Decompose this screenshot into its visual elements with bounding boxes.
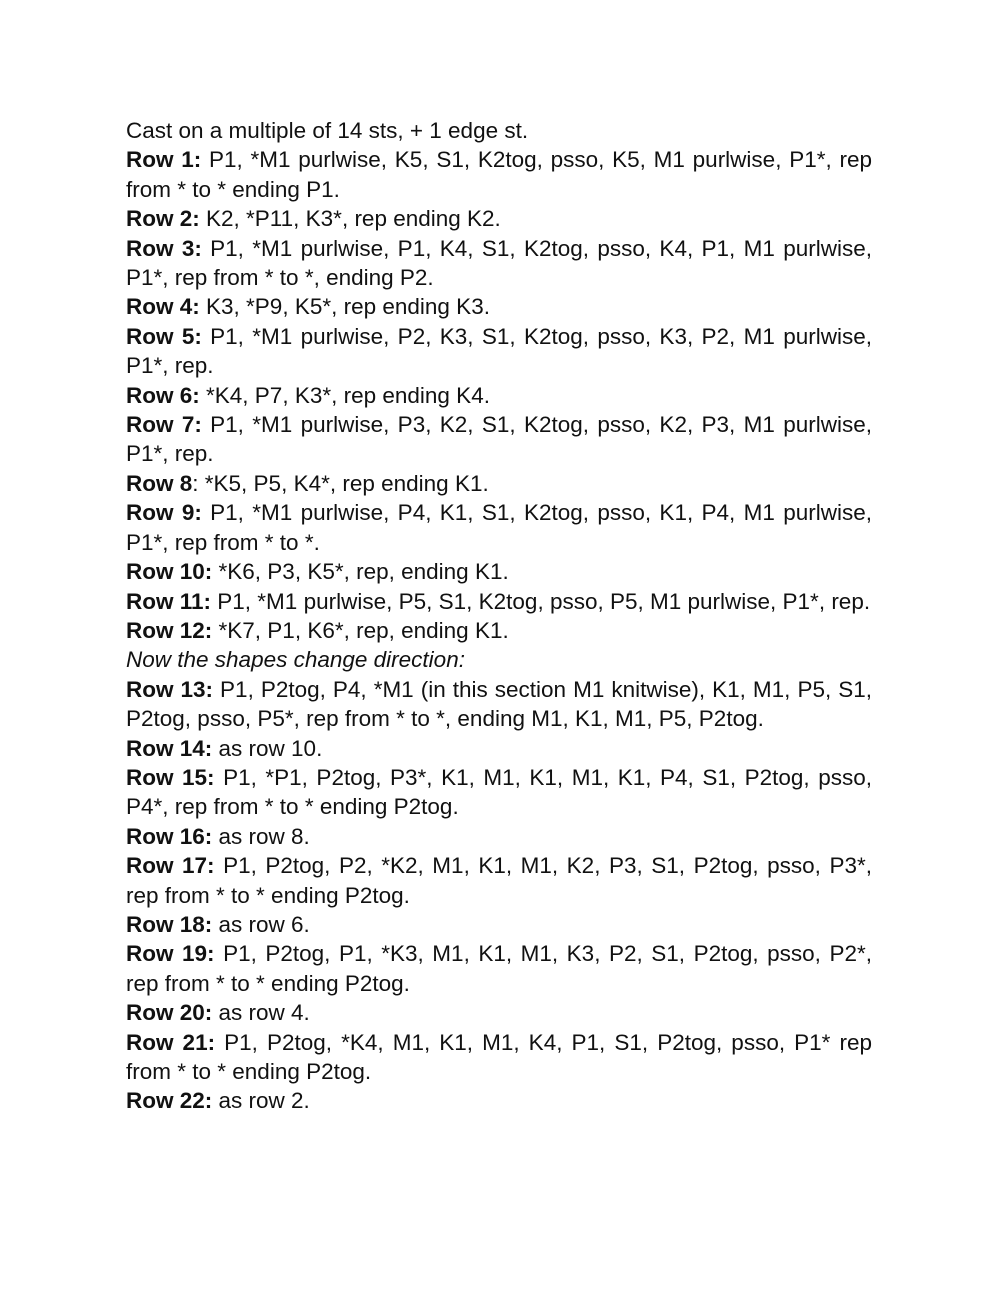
row-label: Row 21:	[126, 1029, 216, 1055]
row-label: Row 5:	[126, 323, 202, 349]
pattern-row	[126, 851, 872, 910]
row-label: Row 12:	[126, 617, 213, 643]
row-text: *K7, P1, K6*, rep, ending K1.	[212, 617, 509, 643]
pattern-row	[126, 410, 872, 469]
pattern-row	[126, 822, 872, 851]
row-label: Row 19:	[126, 941, 215, 967]
pattern-row	[126, 616, 872, 645]
pattern-row	[126, 1028, 872, 1087]
row-label: Row 15:	[126, 764, 215, 790]
row-text: P1, *P1, P2tog, P3*, K1, M1, K1, M1, K1, P4, S1, P2tog, psso, P4*, rep from * to * ending P2tog.	[126, 764, 872, 820]
row-text: P1, *M1 purlwise, P1, K4, S1, K2tog, psso, K4, P1, M1 purlwise, P1*, rep from * to *, ending P2.	[126, 235, 872, 291]
row-text: P1, P2tog, P1, *K3, M1, K1, M1, K3, P2, S1, P2tog, psso, P2*, rep from * to * ending P2tog.	[126, 941, 872, 996]
row-label: Row 2:	[126, 206, 200, 232]
row-label: Row 18:	[126, 911, 213, 937]
row-text: P1, *M1 purlwise, P2, K3, S1, K2tog, psso, K3, P2, M1 purlwise, P1*, rep.	[126, 323, 872, 379]
row-text: P1, P2tog, P2, *K2, M1, K1, M1, K2, P3, S1, P2tog, psso, P3*, rep from * to * ending P2tog.	[126, 853, 872, 908]
row-text: P1, *M1 purlwise, P5, S1, K2tog, psso, P5, M1 purlwise, P1*, rep.	[211, 588, 871, 614]
row-text: K3, *P9, K5*, rep ending K3.	[199, 294, 490, 320]
pattern-row	[126, 763, 872, 822]
pattern-row	[126, 292, 872, 321]
row-text: as row 2.	[212, 1088, 310, 1114]
row-text: as row 8.	[212, 823, 310, 849]
pattern-row	[126, 469, 872, 498]
pattern-row	[126, 498, 872, 557]
row-label: Row 9:	[126, 500, 202, 526]
rows-part2	[126, 675, 872, 1116]
row-text: : *K5, P5, K4*, rep ending K1.	[192, 470, 489, 496]
row-label: Row 14:	[126, 735, 213, 761]
row-label: Row 1:	[126, 147, 202, 173]
row-label: Row 7:	[126, 412, 202, 438]
pattern-row	[126, 587, 872, 616]
row-label: Row 6:	[126, 382, 200, 408]
row-text: P1, P2tog, P4, *M1 (in this section M1 knitwise), K1, M1, P5, S1, P2tog, psso, P5*, rep from * to *, ending M1, K1, M1, P5, P2tog.	[126, 676, 872, 732]
pattern-row	[126, 998, 872, 1027]
row-text: as row 10.	[212, 735, 323, 761]
row-label: Row 11:	[126, 588, 212, 614]
pattern-row	[126, 734, 872, 763]
pattern-row	[126, 675, 872, 734]
row-text: as row 6.	[212, 911, 310, 937]
row-label: Row 13:	[126, 676, 214, 702]
direction-note: Now the shapes change direction:	[126, 647, 465, 673]
pattern-row	[126, 322, 872, 381]
row-label: Row 10:	[126, 559, 213, 585]
row-text: P1, *M1 purlwise, K5, S1, K2tog, psso, K5, M1 purlwise, P1*, rep from * to * ending P1.	[126, 147, 872, 202]
pattern-row	[126, 557, 872, 586]
pattern-row	[126, 910, 872, 939]
row-text: P1, P2tog, *K4, M1, K1, M1, K4, P1, S1, P2tog, psso, P1* rep from * to * ending P2tog.	[126, 1029, 873, 1084]
rows-part1	[126, 145, 872, 645]
pattern-row	[126, 145, 872, 204]
row-label: Row 17:	[126, 853, 215, 879]
pattern-row	[126, 939, 872, 998]
pattern-row	[126, 234, 872, 293]
row-label: Row 22:	[126, 1088, 213, 1114]
pattern-row	[126, 381, 872, 410]
row-label: Row 16:	[126, 823, 213, 849]
row-text: *K6, P3, K5*, rep, ending K1.	[212, 559, 509, 585]
row-label: Row 3:	[126, 235, 202, 261]
row-text: *K4, P7, K3*, rep ending K4.	[199, 382, 490, 408]
row-text: P1, *M1 purlwise, P4, K1, S1, K2tog, psso, K1, P4, M1 purlwise, P1*, rep from * to *.	[126, 500, 872, 555]
pattern-row	[126, 204, 872, 233]
row-label: Row 4:	[126, 294, 200, 320]
cast-on-instruction: Cast on a multiple of 14 sts, + 1 edge st.	[126, 118, 529, 143]
row-label: Row 20:	[126, 1000, 213, 1026]
row-text: K2, *P11, K3*, rep ending K2.	[199, 206, 501, 232]
row-text: P1, *M1 purlwise, P3, K2, S1, K2tog, psso, K2, P3, M1 purlwise, P1*, rep.	[126, 412, 872, 467]
row-text: as row 4.	[212, 1000, 310, 1026]
row-label: Row 8	[126, 470, 193, 496]
pattern-instructions	[126, 116, 872, 1116]
pattern-row	[126, 1086, 872, 1115]
